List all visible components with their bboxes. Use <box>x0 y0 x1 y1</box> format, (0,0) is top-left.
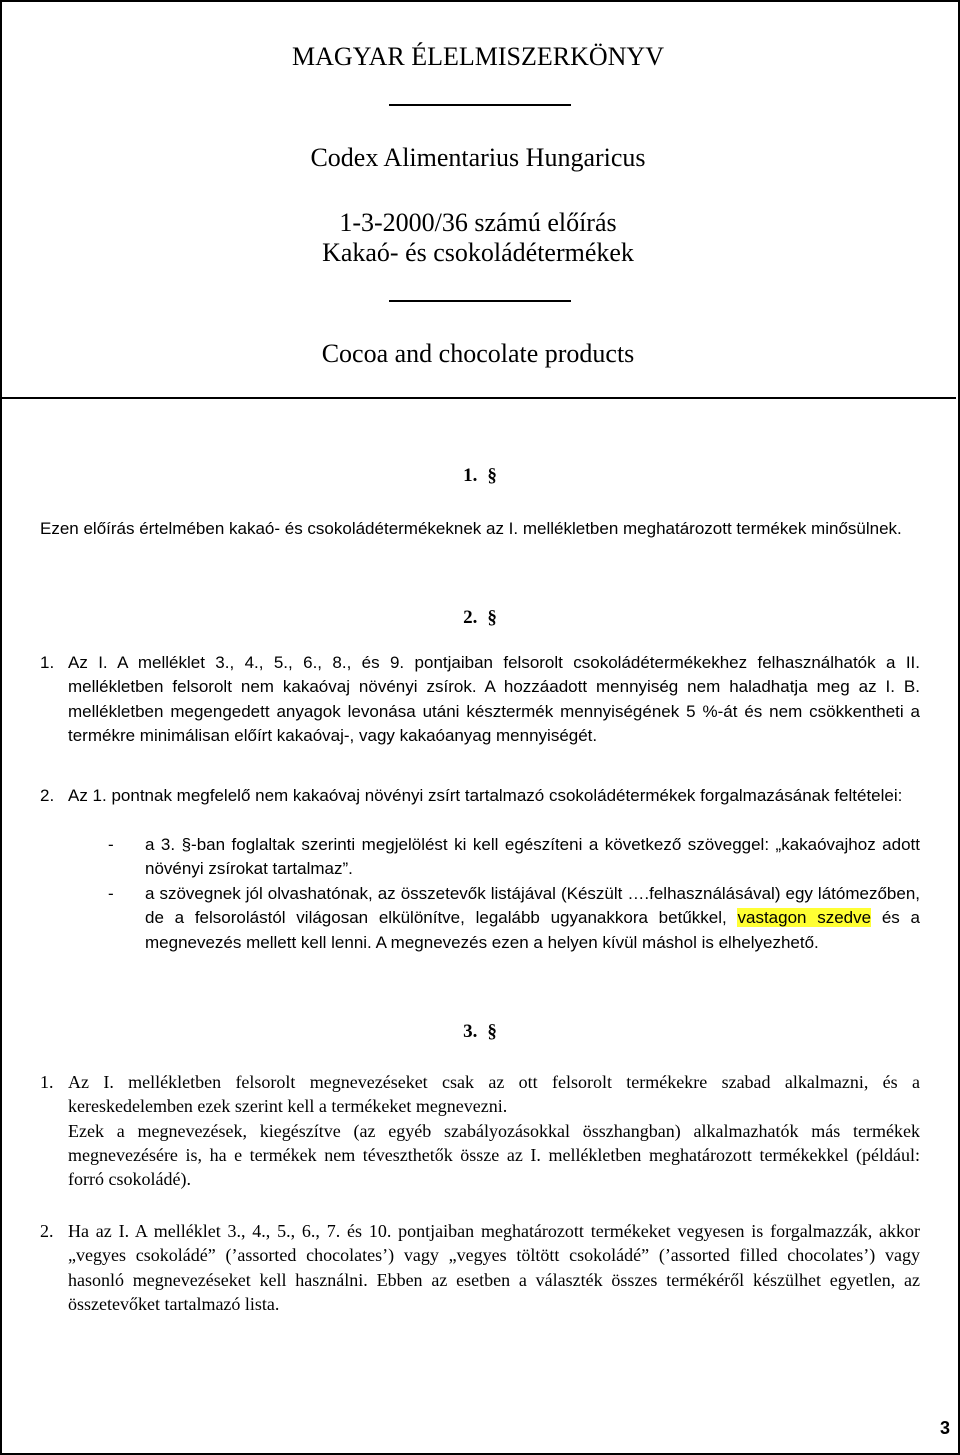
section-3-heading <box>0 1020 960 1044</box>
section-1-heading <box>0 464 960 488</box>
point-2-text: Ha az I. A melléklet 3., 4., 5., 6., 7. és 10. pontjaiban meghatározott termékeket vegyesen is forgalmazzák, akkor „vegyes csokoládé” (’assorted chocolates’) vagy „vegyes töltött csokoládé” (’assorted filled chocolates’) vagy hasonló megnevezéseket kell használni. Ebben az esetben a választék összes termékéről készülhet egyetlen, az összetevőket tartalmazó lista. <box>68 1221 920 1314</box>
section-1-number: 1. <box>463 465 478 486</box>
regulation-number: 1-3-2000/36 számú előírás <box>339 208 617 237</box>
bullet-2-before: a szövegnek jól olvashatónak, az összetevők listájával (Készült ….felhasználásával) egy látómezőben, de a felsorolástól világosan elkülönítve, legalább ugyanakkora betűkkel, <box>145 884 920 928</box>
point-number: 2. <box>40 786 55 805</box>
point-number: 2. <box>40 1221 54 1241</box>
bullet-2-after: és a megnevezés mellett kell lenni. A megnevezés ezen a helyen kívül máshol is elhelyezhető. <box>145 908 920 952</box>
title-box <box>0 0 956 399</box>
english-title: Cocoa and chocolate products <box>321 339 635 368</box>
point-2-text: Az 1. pontnak megfelelő nem kakaóvaj növényi zsírt tartalmazó csokoládétermékek forgalmazásának feltételei: <box>68 786 903 805</box>
dash-icon: - <box>108 884 114 903</box>
bullet-1-text: a 3. §-ban foglaltak szerinti megjelölést ki kell egészíteni a következő szöveggel: „kakaóvajhoz adott növényi zsírokat tartalmaz”. <box>145 835 920 879</box>
point-1-text <box>68 1070 920 1191</box>
section-symbol-icon: § <box>487 465 497 486</box>
section-2-number: 2. <box>463 607 478 628</box>
codex-title: Codex Alimentarius Hungaricus <box>310 143 646 172</box>
section-symbol-icon: § <box>487 607 497 628</box>
point-1-paragraph: Az I. mellékletben felsorolt megnevezéseket csak az ott felsorolt termékekre szabad alkalmazni, és a kereskedelemben ezek szerint kell a termékeket megnevezni. <box>68 1072 920 1117</box>
highlighted-text: vastagon szedve <box>737 908 872 928</box>
title-rule-1 <box>389 104 571 106</box>
section-symbol-icon: § <box>487 1021 497 1042</box>
bullet-2-text <box>145 882 920 955</box>
section-2-heading <box>0 606 960 630</box>
point-number: 1. <box>40 1072 54 1092</box>
section-3-number: 3. <box>463 1021 478 1042</box>
point-1-continuation: Ezek a megnevezések, kiegészítve (az egyéb szabályozásokkal összhangban) alkalmazhatók más termékek megnevezésére is, ha e termékek nem téveszthetők össze az I. mellékletben meghatározott termékekkel (például: forró csokoládé). <box>68 1120 920 1190</box>
section-1-text: Ezen előírás értelmében kakaó- és csokoládétermékeknek az I. mellékletben meghatározott termékek minősülnek. <box>40 519 902 538</box>
title-rule-2 <box>389 300 571 302</box>
point-1-text: Az I. A melléklet 3., 4., 5., 6., 8., és 9. pontjaiban felsorolt csokoládétermékekhez felhasználhatók a II. mellékletben felsorolt nem kakaóvaj növényi zsírok. A hozzáadott mennyiség nem haladhatja meg az I. B. mellékletben megengedett anyagok levonása utáni késztermék mennyiségének 5 %-át és nem csökkentheti a termékre minimálisan előírt kakaóvaj-, vagy kakaóanyag mennyiségét. <box>68 653 920 745</box>
point-number: 1. <box>40 653 55 672</box>
page-number: 3 <box>939 1418 950 1438</box>
book-title: MAGYAR ÉLELMISZERKÖNYV <box>292 42 664 71</box>
regulation-subject: Kakaó- és csokoládétermékek <box>322 238 634 267</box>
dash-icon: - <box>108 835 114 854</box>
point-text <box>68 651 920 748</box>
